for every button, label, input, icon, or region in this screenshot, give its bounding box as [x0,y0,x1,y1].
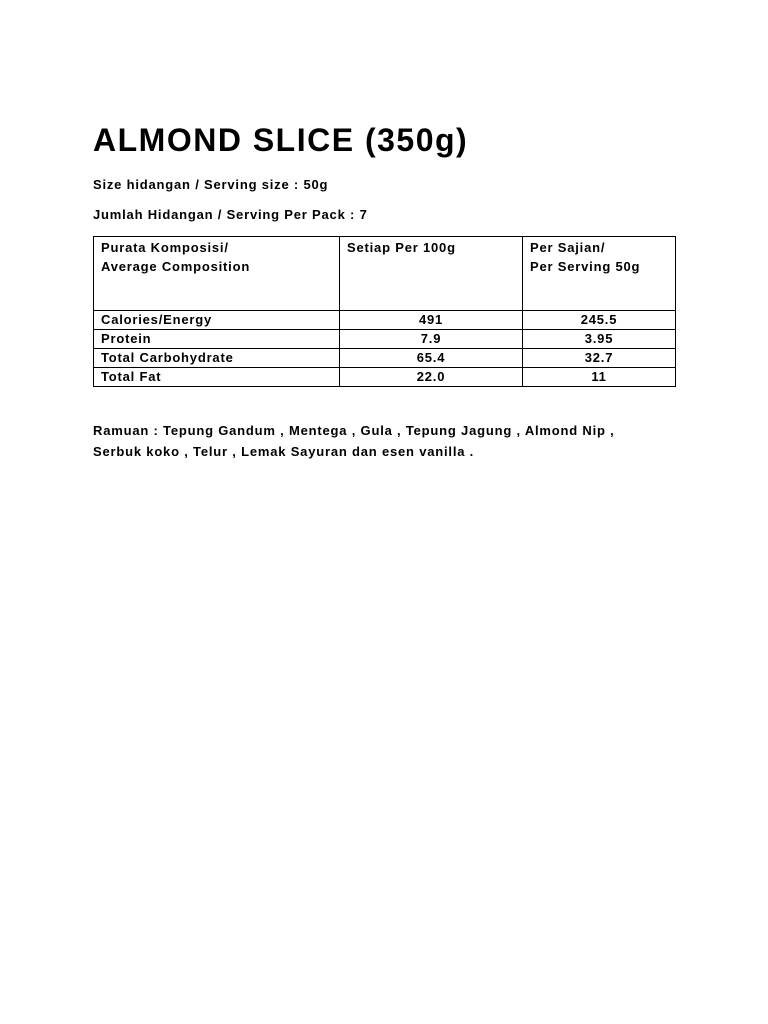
row-label: Protein [94,330,340,349]
header-per-100g [340,237,523,311]
ingredients-line1: Ramuan : Tepung Gandum , Mentega , Gula , Tepung Jagung , Almond Nip , [93,423,615,438]
row-per-serving: 3.95 [523,330,676,349]
row-per-100g: 7.9 [340,330,523,349]
product-title: ALMOND SLICE (350g) [93,122,469,158]
table-row [94,330,676,349]
header-per-serving-line1: Per Sajian/ [530,240,606,255]
serving-size-text: Size hidangan / Serving size : 50g [93,177,329,192]
header-composition [94,237,340,311]
row-per-100g: 22.0 [340,368,523,387]
header-per-serving-line2: Per Serving 50g [530,259,641,274]
header-per-100g-line1: Setiap Per 100g [347,240,456,255]
header-composition-line2: Average Composition [101,259,251,274]
row-per-100g: 491 [340,311,523,330]
row-per-serving: 245.5 [523,311,676,330]
row-label: Total Carbohydrate [94,349,340,368]
ingredients-text [93,420,683,462]
row-per-serving: 11 [523,368,676,387]
row-per-100g: 65.4 [340,349,523,368]
table-row [94,349,676,368]
header-per-serving [523,237,676,311]
table-row [94,368,676,387]
row-label: Calories/Energy [94,311,340,330]
header-composition-line1: Purata Komposisi/ [101,240,229,255]
row-per-serving: 32.7 [523,349,676,368]
row-label: Total Fat [94,368,340,387]
nutrition-table [93,236,676,387]
table-row [94,311,676,330]
ingredients-line2: Serbuk koko , Telur , Lemak Sayuran dan esen vanilla . [93,444,475,459]
servings-per-pack-text: Jumlah Hidangan / Serving Per Pack : 7 [93,207,368,222]
table-header-row [94,237,676,311]
